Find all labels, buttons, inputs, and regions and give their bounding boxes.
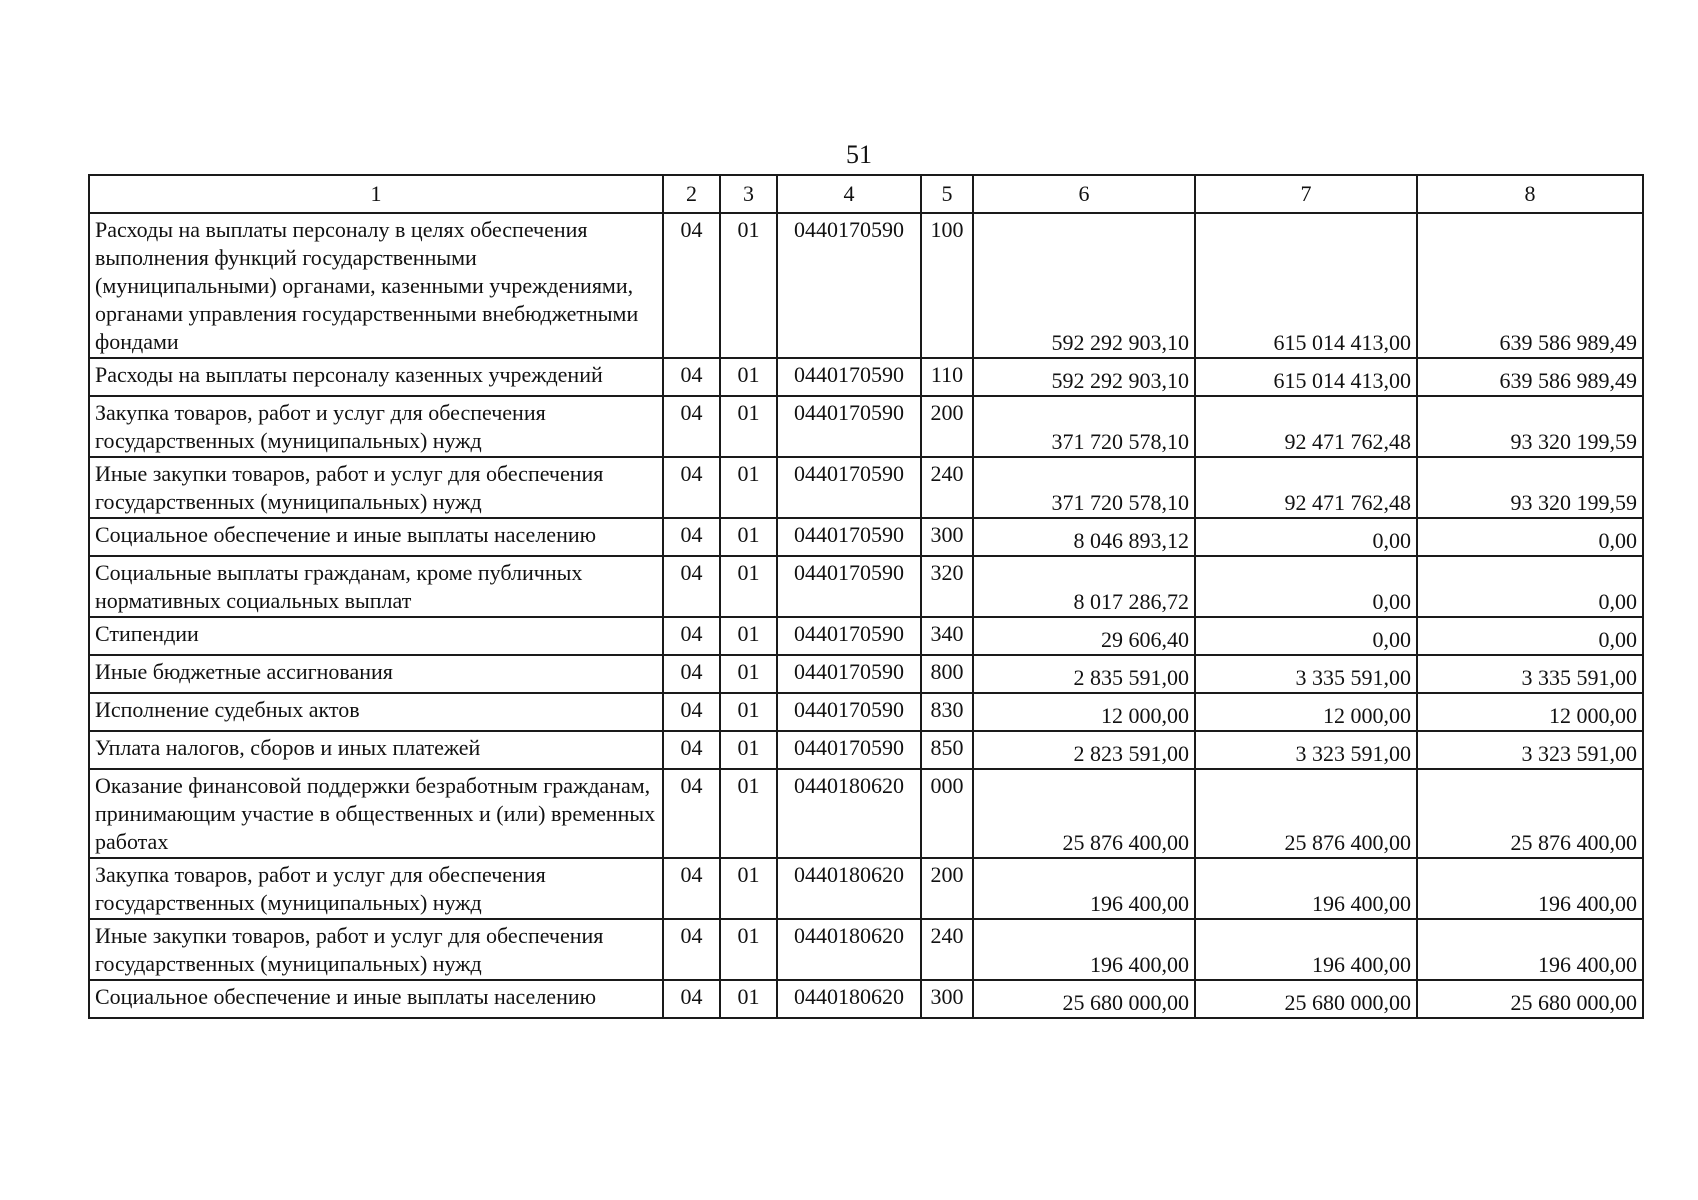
cell-target-article: 0440180620 <box>777 858 921 919</box>
table-row <box>89 980 1643 1018</box>
cell-amount-year-2: 92 471 762,48 <box>1195 396 1417 457</box>
cell-amount-year-1: 592 292 903,10 <box>973 358 1195 396</box>
cell-amount-year-2: 0,00 <box>1195 556 1417 617</box>
cell-name: Оказание финансовой поддержки безработным гражданам, принимающим участие в общественных и (или) временных работах <box>89 769 663 858</box>
cell-amount-year-3: 196 400,00 <box>1417 858 1643 919</box>
cell-subsection: 01 <box>720 980 777 1018</box>
header-col-2: 2 <box>663 175 720 213</box>
cell-target-article: 0440180620 <box>777 919 921 980</box>
cell-amount-year-3: 12 000,00 <box>1417 693 1643 731</box>
cell-amount-year-1: 592 292 903,10 <box>973 213 1195 358</box>
cell-expense-type: 850 <box>921 731 973 769</box>
cell-amount-year-2: 615 014 413,00 <box>1195 358 1417 396</box>
cell-expense-type: 200 <box>921 858 973 919</box>
cell-expense-type: 240 <box>921 457 973 518</box>
cell-subsection: 01 <box>720 556 777 617</box>
cell-expense-type: 110 <box>921 358 973 396</box>
cell-amount-year-3: 0,00 <box>1417 617 1643 655</box>
cell-section: 04 <box>663 518 720 556</box>
cell-amount-year-2: 25 876 400,00 <box>1195 769 1417 858</box>
budget-table <box>88 174 1644 1019</box>
cell-section: 04 <box>663 457 720 518</box>
cell-target-article: 0440170590 <box>777 358 921 396</box>
cell-section: 04 <box>663 858 720 919</box>
cell-amount-year-2: 0,00 <box>1195 617 1417 655</box>
cell-name: Иные закупки товаров, работ и услуг для обеспечения государственных (муниципальных) нужд <box>89 919 663 980</box>
cell-amount-year-2: 12 000,00 <box>1195 693 1417 731</box>
cell-expense-type: 240 <box>921 919 973 980</box>
cell-amount-year-3: 25 680 000,00 <box>1417 980 1643 1018</box>
table-row <box>89 213 1643 358</box>
cell-amount-year-1: 196 400,00 <box>973 919 1195 980</box>
cell-name: Социальное обеспечение и иные выплаты населению <box>89 518 663 556</box>
cell-expense-type: 200 <box>921 396 973 457</box>
cell-section: 04 <box>663 980 720 1018</box>
cell-name: Социальное обеспечение и иные выплаты населению <box>89 980 663 1018</box>
cell-name: Уплата налогов, сборов и иных платежей <box>89 731 663 769</box>
cell-amount-year-1: 12 000,00 <box>973 693 1195 731</box>
cell-expense-type: 340 <box>921 617 973 655</box>
header-col-4: 4 <box>777 175 921 213</box>
cell-subsection: 01 <box>720 457 777 518</box>
cell-amount-year-3: 93 320 199,59 <box>1417 396 1643 457</box>
cell-amount-year-1: 25 876 400,00 <box>973 769 1195 858</box>
cell-target-article: 0440170590 <box>777 731 921 769</box>
cell-section: 04 <box>663 655 720 693</box>
cell-subsection: 01 <box>720 518 777 556</box>
cell-expense-type: 300 <box>921 980 973 1018</box>
table-row <box>89 617 1643 655</box>
table-row <box>89 358 1643 396</box>
table-row <box>89 518 1643 556</box>
cell-subsection: 01 <box>720 396 777 457</box>
cell-amount-year-2: 3 335 591,00 <box>1195 655 1417 693</box>
cell-amount-year-3: 25 876 400,00 <box>1417 769 1643 858</box>
cell-target-article: 0440170590 <box>777 617 921 655</box>
cell-amount-year-1: 8 046 893,12 <box>973 518 1195 556</box>
header-col-3: 3 <box>720 175 777 213</box>
cell-section: 04 <box>663 396 720 457</box>
cell-subsection: 01 <box>720 213 777 358</box>
cell-name: Исполнение судебных актов <box>89 693 663 731</box>
header-col-6: 6 <box>973 175 1195 213</box>
cell-expense-type: 100 <box>921 213 973 358</box>
cell-section: 04 <box>663 358 720 396</box>
cell-amount-year-1: 371 720 578,10 <box>973 457 1195 518</box>
cell-amount-year-2: 92 471 762,48 <box>1195 457 1417 518</box>
cell-name: Социальные выплаты гражданам, кроме публичных нормативных социальных выплат <box>89 556 663 617</box>
cell-target-article: 0440170590 <box>777 213 921 358</box>
cell-amount-year-3: 0,00 <box>1417 518 1643 556</box>
cell-subsection: 01 <box>720 693 777 731</box>
table-row <box>89 655 1643 693</box>
cell-name: Закупка товаров, работ и услуг для обеспечения государственных (муниципальных) нужд <box>89 858 663 919</box>
cell-section: 04 <box>663 731 720 769</box>
cell-amount-year-3: 196 400,00 <box>1417 919 1643 980</box>
cell-amount-year-1: 2 835 591,00 <box>973 655 1195 693</box>
cell-amount-year-1: 2 823 591,00 <box>973 731 1195 769</box>
header-col-5: 5 <box>921 175 973 213</box>
cell-expense-type: 800 <box>921 655 973 693</box>
header-col-1: 1 <box>89 175 663 213</box>
cell-amount-year-2: 3 323 591,00 <box>1195 731 1417 769</box>
table-row <box>89 693 1643 731</box>
cell-section: 04 <box>663 693 720 731</box>
cell-name: Иные бюджетные ассигнования <box>89 655 663 693</box>
cell-amount-year-1: 29 606,40 <box>973 617 1195 655</box>
cell-amount-year-3: 0,00 <box>1417 556 1643 617</box>
cell-amount-year-3: 3 335 591,00 <box>1417 655 1643 693</box>
cell-section: 04 <box>663 213 720 358</box>
table-row <box>89 396 1643 457</box>
header-col-8: 8 <box>1417 175 1643 213</box>
cell-target-article: 0440170590 <box>777 693 921 731</box>
cell-target-article: 0440170590 <box>777 518 921 556</box>
cell-amount-year-3: 93 320 199,59 <box>1417 457 1643 518</box>
cell-expense-type: 300 <box>921 518 973 556</box>
cell-section: 04 <box>663 919 720 980</box>
table-row <box>89 769 1643 858</box>
cell-name: Расходы на выплаты персоналу в целях обеспечения выполнения функций государственными (муниципальными) органами, казенными учреждениями, органами управления государственными внебюджетными фондами <box>89 213 663 358</box>
cell-section: 04 <box>663 617 720 655</box>
header-row <box>89 175 1643 213</box>
table-row <box>89 919 1643 980</box>
cell-expense-type: 830 <box>921 693 973 731</box>
cell-subsection: 01 <box>720 919 777 980</box>
cell-expense-type: 000 <box>921 769 973 858</box>
cell-target-article: 0440170590 <box>777 655 921 693</box>
cell-name: Стипендии <box>89 617 663 655</box>
cell-amount-year-1: 25 680 000,00 <box>973 980 1195 1018</box>
cell-name: Иные закупки товаров, работ и услуг для обеспечения государственных (муниципальных) нужд <box>89 457 663 518</box>
cell-subsection: 01 <box>720 769 777 858</box>
cell-expense-type: 320 <box>921 556 973 617</box>
cell-subsection: 01 <box>720 655 777 693</box>
cell-name: Закупка товаров, работ и услуг для обеспечения государственных (муниципальных) нужд <box>89 396 663 457</box>
page-number: 51 <box>846 140 872 169</box>
cell-name: Расходы на выплаты персоналу казенных учреждений <box>89 358 663 396</box>
cell-subsection: 01 <box>720 731 777 769</box>
cell-amount-year-2: 25 680 000,00 <box>1195 980 1417 1018</box>
cell-amount-year-2: 196 400,00 <box>1195 919 1417 980</box>
cell-section: 04 <box>663 769 720 858</box>
cell-amount-year-3: 639 586 989,49 <box>1417 358 1643 396</box>
cell-amount-year-1: 8 017 286,72 <box>973 556 1195 617</box>
cell-section: 04 <box>663 556 720 617</box>
cell-target-article: 0440170590 <box>777 457 921 518</box>
cell-target-article: 0440180620 <box>777 980 921 1018</box>
cell-subsection: 01 <box>720 617 777 655</box>
cell-amount-year-3: 639 586 989,49 <box>1417 213 1643 358</box>
cell-subsection: 01 <box>720 858 777 919</box>
cell-amount-year-2: 196 400,00 <box>1195 858 1417 919</box>
header-col-7: 7 <box>1195 175 1417 213</box>
table-body <box>89 213 1643 1018</box>
cell-subsection: 01 <box>720 358 777 396</box>
table-row <box>89 457 1643 518</box>
cell-target-article: 0440180620 <box>777 769 921 858</box>
cell-target-article: 0440170590 <box>777 556 921 617</box>
table-row <box>89 556 1643 617</box>
table-header <box>89 175 1643 213</box>
cell-amount-year-1: 371 720 578,10 <box>973 396 1195 457</box>
cell-amount-year-2: 615 014 413,00 <box>1195 213 1417 358</box>
cell-amount-year-2: 0,00 <box>1195 518 1417 556</box>
cell-amount-year-3: 3 323 591,00 <box>1417 731 1643 769</box>
cell-target-article: 0440170590 <box>777 396 921 457</box>
table-row <box>89 731 1643 769</box>
table-row <box>89 858 1643 919</box>
cell-amount-year-1: 196 400,00 <box>973 858 1195 919</box>
